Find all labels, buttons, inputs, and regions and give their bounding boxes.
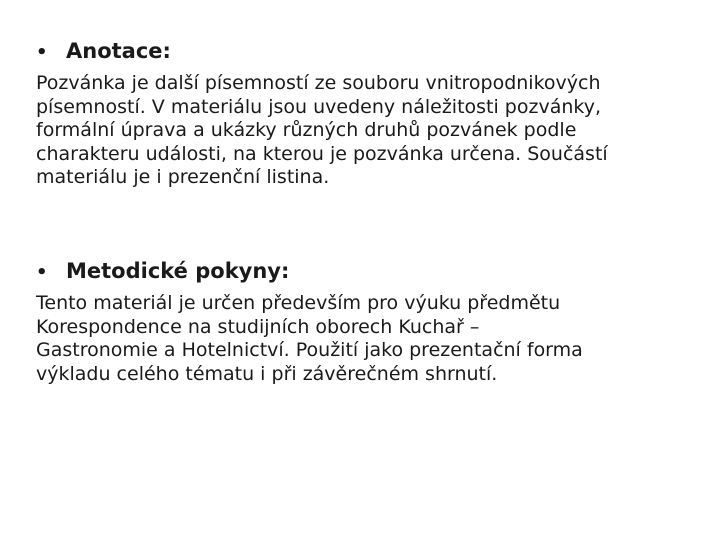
bullet-marker: • (36, 42, 48, 63)
bullet-marker: • (36, 262, 48, 283)
section-heading-anotace (36, 38, 171, 66)
heading-label: Anotace: (66, 39, 171, 63)
section-heading-metodicke-pokyny (36, 258, 289, 286)
annotation-paragraph: Pozvánka je další písemností ze souboru vnitropodnikových písemností. V materiálu jsou uvedeny náležitosti pozvánky, formální úprava a ukázky různých druhů pozvánek podle charakteru události, na kterou je pozvánka určena. Součástí materiálu je i prezenční listina. (36, 72, 608, 188)
methodology-paragraph: Tento materiál je určen především pro výuku předmětu Korespondence na studijních oborech Kuchař – Gastronomie a Hotelnictví. Použití jako prezentační forma výkladu celého tématu i při závěrečném shrnutí. (36, 292, 583, 385)
heading-label: Metodické pokyny: (66, 259, 290, 283)
